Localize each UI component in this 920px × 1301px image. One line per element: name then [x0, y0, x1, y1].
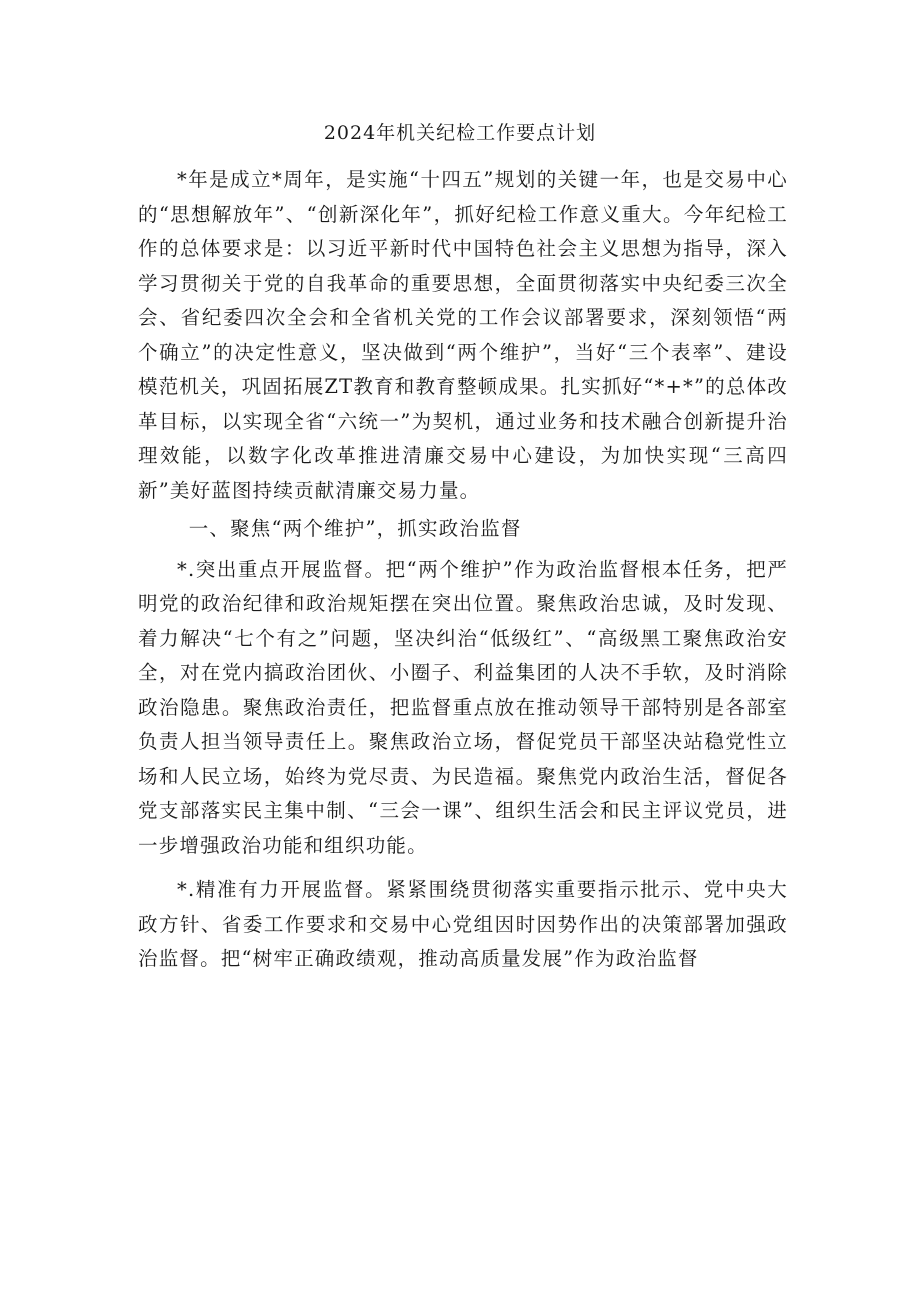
intro-paragraph: *年是成立*周年，是实施“十四五”规划的关键一年，也是交易中心的“思想解放年”、“创新深化年”，抓好纪检工作意义重大。今年纪检工作的总体要求是：以习近平新时代中国特色社会主义思想为指导，深入学习贯彻关于党的自我革命的重要思想，全面贯彻落实中央纪委三次全会、省纪委四次全会和全省机关党的工作会议部署要求，深刻领悟“两个确立”的决定性意义，坚决做到“两个维护”，当好“三个表率”、建设模范机关，巩固拓展ZT教育和教育整顿成果。扎实抓好“*+*”的总体改革目标，以实现全省“六统一”为契机，通过业务和技术融合创新提升治理效能，以数字化改革推进清廉交易中心建设，为加快实现“三高四新”美好蓝图持续贡献清廉交易力量。 [138, 168, 788, 502]
document-title: 2024年机关纪检工作要点计划 [323, 122, 597, 144]
document-body [138, 163, 788, 977]
item-paragraph-1: *.突出重点开展监督。把“两个维护”作为政治监督根本任务，把严明党的政治纪律和政治规矩摆在突出位置。聚焦政治忠诚，及时发现、着力解决“七个有之”问题，坚决纠治“低级红”、“高级黑工聚焦政治安全，对在党内搞政治团伙、小圈子、利益集团的人决不手软，及时消除政治隐患。聚焦政治责任，把监督重点放在推动领导干部特别是各部室负责人担当领导责任上。聚焦政治立场，督促党员干部坚决站稳党性立场和人民立场，始终为党尽责、为民造福。聚焦党内政治生活，督促各党支部落实民主集中制、“三会一课”、组织生活会和民主评议党员，进一步增强政治功能和组织功能。 [138, 557, 788, 857]
section-heading: 一、聚焦“两个维护”，抓实政治监督 [188, 517, 522, 540]
item-paragraph-2: *.精准有力开展监督。紧紧围绕贯彻落实重要指示批示、党中央大政方针、省委工作要求和交易中心党组因时因势作出的决策部署加强政治监督。把“树牢正确政绩观，推动高质量发展”作为政治监督 [138, 878, 788, 970]
